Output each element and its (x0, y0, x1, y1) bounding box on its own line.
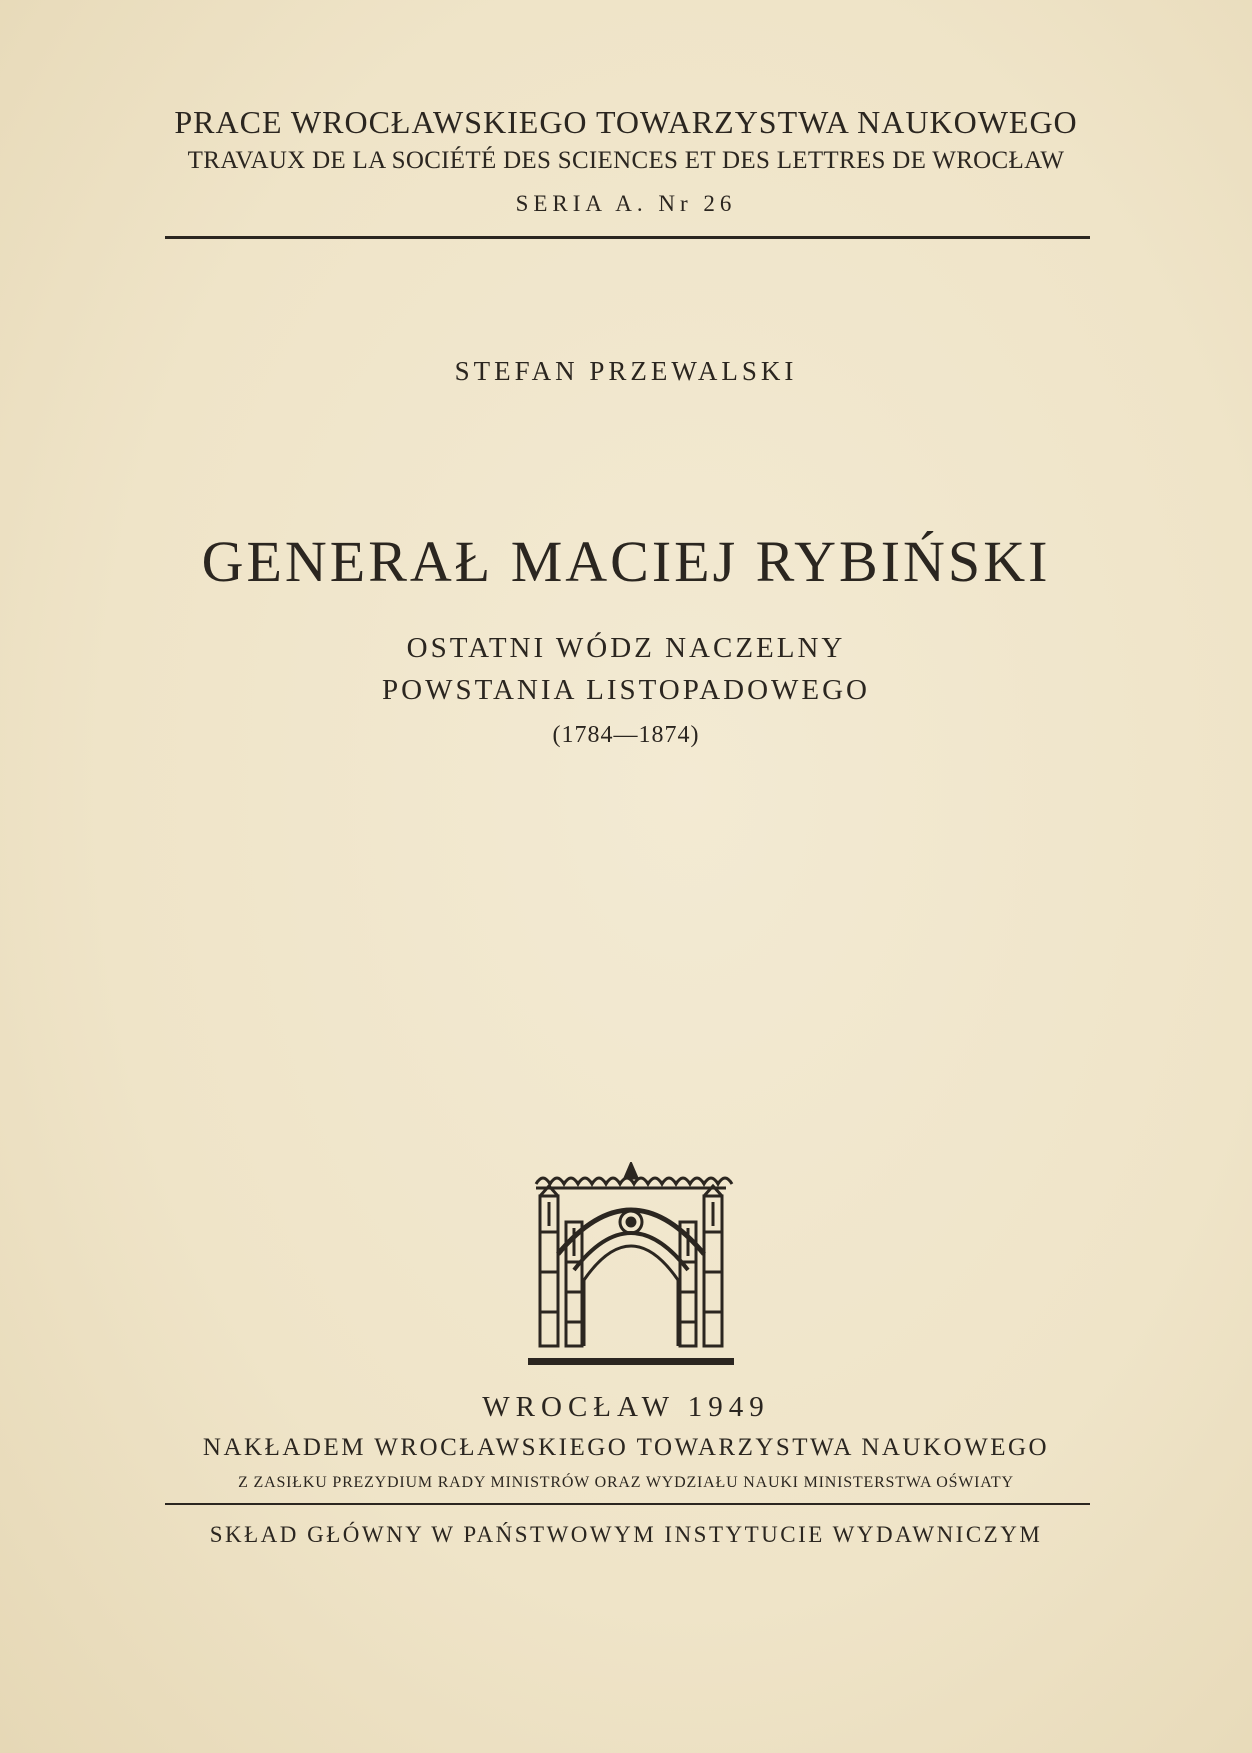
top-rule (165, 236, 1090, 239)
life-years: (1784—1874) (552, 722, 700, 748)
subtitle-line-2: POWSTANIA LISTOPADOWEGO (382, 674, 870, 706)
series-number: SERIA A. Nr 26 (515, 191, 737, 216)
gothic-arch-icon (528, 1162, 734, 1370)
subtitle-line-1: OSTATNI WÓDZ NACZELNY (406, 632, 846, 664)
bottom-rule (165, 1503, 1090, 1505)
series-title-polish: PRACE WROCŁAWSKIEGO TOWARZYSTWA NAUKOWEGO (174, 104, 1078, 140)
place-and-year: WROCŁAW 1949 (482, 1391, 770, 1423)
publisher-line: NAKŁADEM WROCŁAWSKIEGO TOWARZYSTWA NAUKOWEGO (202, 1434, 1050, 1461)
author-name: STEFAN PRZEWALSKI (454, 356, 798, 386)
distribution-line: SKŁAD GŁÓWNY W PAŃSTWOWYM INSTYTUCIE WYDAWNICZYM (209, 1522, 1043, 1547)
series-title-french: TRAVAUX DE LA SOCIÉTÉ DES SCIENCES ET DES LETTRES DE WROCŁAW (187, 147, 1065, 174)
subsidy-line: Z ZASIŁKU PREZYDIUM RADY MINISTRÓW ORAZ WYDZIAŁU NAUKI MINISTERSTWA OŚWIATY (238, 1474, 1014, 1491)
book-title: GENERAŁ MACIEJ RYBIŃSKI (201, 529, 1051, 594)
